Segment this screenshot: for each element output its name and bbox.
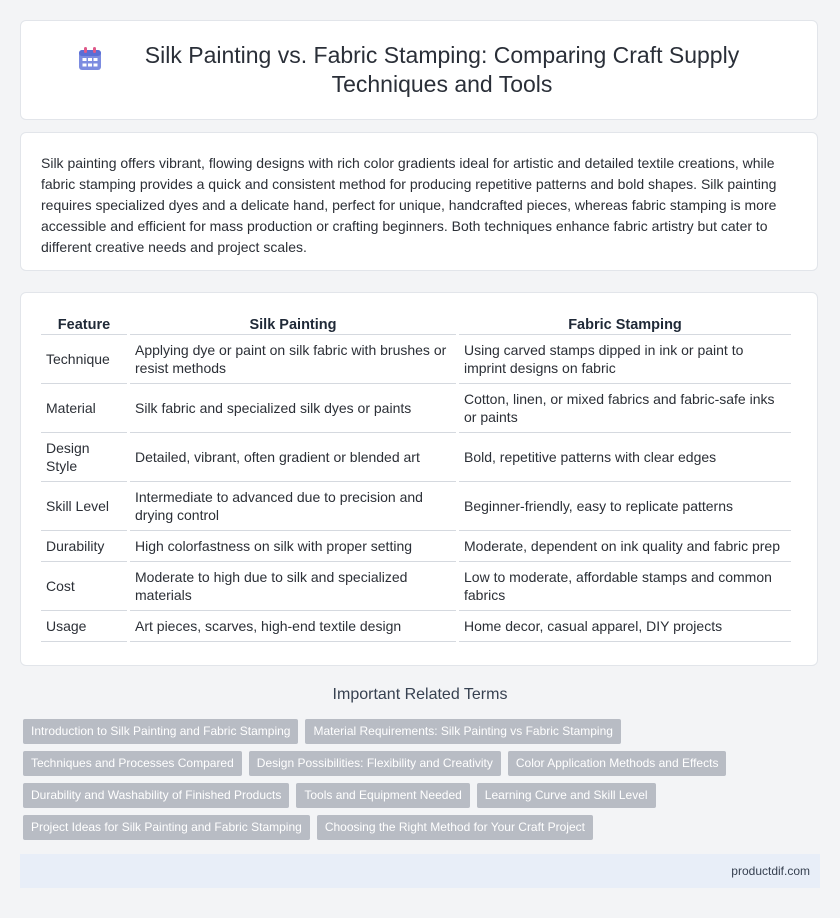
tag-link[interactable]: Color Application Methods and Effects [508,751,727,776]
table-cell-stamping: Low to moderate, affordable stamps and common fabrics [459,562,791,611]
tag-link[interactable]: Tools and Equipment Needed [296,783,469,808]
header-fabric-stamping: Fabric Stamping [459,313,791,335]
table-cell-feature: Durability [41,531,127,562]
title-wrap [76,41,762,99]
footer-brand-link[interactable]: productdif.com [731,864,810,878]
summary-paragraph: Silk painting offers vibrant, flowing designs with rich color gradients ideal for artistic and detailed textile creations, while fabric stamping provides a quick and consistent method for producing repetitive patterns and bold shapes. Silk painting requires specialized dyes and a delicate hand, perfect for unique, handcrafted pieces, whereas fabric stamping is more accessible and efficient for mass production or crafting beginners. Both techniques enhance fabric artistry but cater to different creative needs and project scales. [41,155,777,255]
tag-link[interactable]: Project Ideas for Silk Painting and Fabric Stamping [23,815,310,840]
table-cell-feature: Cost [41,562,127,611]
related-terms-tags [23,719,823,847]
table-cell-feature: Technique [41,335,127,384]
table-cell-silk: Intermediate to advanced due to precision and drying control [130,482,456,531]
table-cell-silk: Detailed, vibrant, often gradient or blended art [130,433,456,482]
tag-row [23,719,823,744]
table-row [41,335,791,384]
table-cell-stamping: Bold, repetitive patterns with clear edges [459,433,791,482]
table-cell-stamping: Home decor, casual apparel, DIY projects [459,611,791,642]
table-cell-feature: Material [41,384,127,433]
table-cell-silk: Art pieces, scarves, high-end textile design [130,611,456,642]
tag-link[interactable]: Learning Curve and Skill Level [477,783,656,808]
header-feature: Feature [41,313,127,335]
table-cell-stamping: Beginner-friendly, easy to replicate patterns [459,482,791,531]
table-cell-feature: Design Style [41,433,127,482]
table-cell-stamping: Using carved stamps dipped in ink or paint to imprint designs on fabric [459,335,791,384]
tag-row [23,783,823,808]
table-cell-silk: High colorfastness on silk with proper setting [130,531,456,562]
tag-row [23,751,823,776]
tag-link[interactable]: Material Requirements: Silk Painting vs Fabric Stamping [305,719,620,744]
table-row [41,482,791,531]
page-title: Silk Painting vs. Fabric Stamping: Comparing Craft Supply Techniques and Tools [144,42,740,97]
title-card [20,20,818,120]
tag-row [23,815,823,840]
table-row [41,384,791,433]
comparison-table [38,313,794,642]
tag-link[interactable]: Introduction to Silk Painting and Fabric Stamping [23,719,298,744]
table-row [41,433,791,482]
header-silk-painting: Silk Painting [130,313,456,335]
table-header-row [41,313,791,335]
table-cell-stamping: Cotton, linen, or mixed fabrics and fabric-safe inks or paints [459,384,791,433]
related-terms-title: Important Related Terms [332,686,508,703]
table-cell-silk: Applying dye or paint on silk fabric with brushes or resist methods [130,335,456,384]
tag-link[interactable]: Design Possibilities: Flexibility and Creativity [249,751,501,776]
table-row [41,562,791,611]
footer [20,854,820,888]
table-cell-feature: Skill Level [41,482,127,531]
comparison-card [20,292,818,666]
table-cell-silk: Silk fabric and specialized silk dyes or paints [130,384,456,433]
calendar-icon [76,45,104,73]
tag-link[interactable]: Durability and Washability of Finished Products [23,783,289,808]
table-cell-silk: Moderate to high due to silk and specialized materials [130,562,456,611]
table-cell-feature: Usage [41,611,127,642]
table-row [41,531,791,562]
table-row [41,611,791,642]
tag-link[interactable]: Techniques and Processes Compared [23,751,242,776]
tag-link[interactable]: Choosing the Right Method for Your Craft Project [317,815,593,840]
summary-card [20,132,818,271]
table-cell-stamping: Moderate, dependent on ink quality and fabric prep [459,531,791,562]
